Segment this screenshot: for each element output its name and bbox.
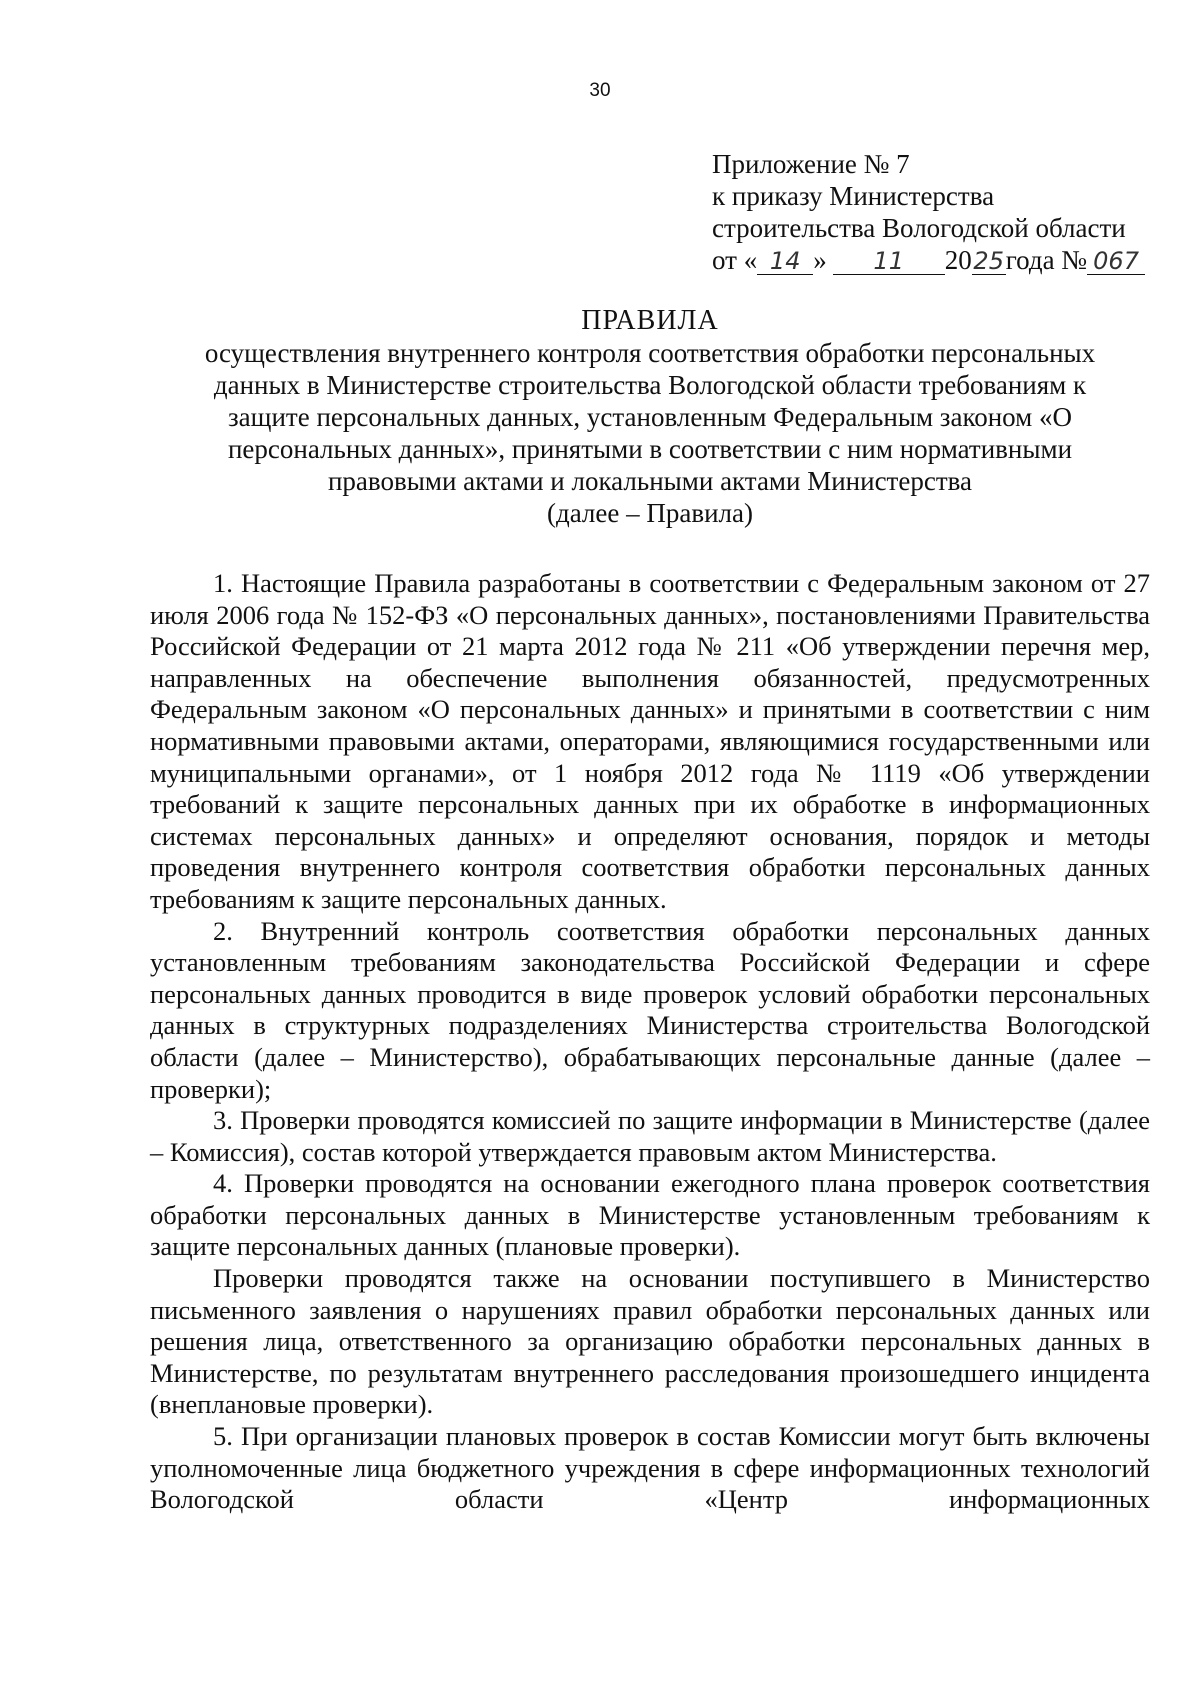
title-line: персональных данных», принятыми в соответствии с ним нормативными [227,434,1073,464]
paragraph-2: 2. Внутренний контроль соответствия обработки персональных данных установленным требованиям законодательства Российской Федерации и сфере персональных данных проводится в виде проверок условий обработки персональных данных в структурных подразделениях Министерства строительства Вологодской области (далее – Министерство), обрабатывающих персональные данные (далее – проверки); [150,915,1150,1104]
year-prefix: 20 [944,245,972,275]
title-line: правовыми актами и локальными актами Министерства [327,466,972,496]
date-prefix: от « [712,245,758,275]
appendix-date-line [712,244,1172,276]
appendix-order-ref: к приказу Министерства [712,181,995,211]
title-line: (далее – Правила) [546,498,754,528]
paragraph-1: 1. Настоящие Правила разработаны в соответствии с Федеральным законом от 27 июля 2006 года № 152-ФЗ «О персональных данных», постановлениями Правительства Российской Федерации от 21 марта 2012 года № 211 «Об утверждении перечня мер, направленных на обеспечение выполнения обязанностей, предусмотренных Федеральным законом «О персональных данных» и принятыми в соответствии с ним нормативными правовыми актами, операторами, являющимися государственными или муниципальными органами», от 1 ноября 2012 года № 1119 «Об утверждении требований к защите персональных данных при их обработке в информационных системах персональных данных» и определяют основания, порядок и методы проведения внутреннего контроля соответствия обработки персональных данных требованиям к защите персональных данных. [150,568,1150,914]
title-line: защите персональных данных, установленным Федеральным законом «О [228,402,1072,432]
handwritten-year: 25 [973,247,1004,275]
paragraph-4: 4. Проверки проводятся на основании ежегодного плана проверок соответствия обработки персональных данных в Министерстве установленным требованиям к защите персональных данных (плановые проверки). [150,1168,1150,1262]
document-body [150,568,1150,1516]
handwritten-number: 067 [1087,248,1145,275]
appendix-header [712,148,1172,276]
title-line: данных в Министерстве строительства Вологодской области требованиям к [213,370,1087,400]
number-prefix: года № [1005,245,1088,275]
title-main: ПРАВИЛА [581,305,719,336]
title-line: осуществления внутреннего контроля соответствия обработки персональных [204,338,1096,368]
appendix-title: Приложение № 7 [712,149,910,179]
page-number: 30 [589,80,611,101]
date-mid: » [813,245,827,275]
paragraph-3: 3. Проверки проводятся комиссией по защите информации в Министерстве (далее – Комиссия), состав которой утверждается правовым актом Министерства. [150,1105,1150,1167]
handwritten-month: 11 [833,248,945,275]
paragraph-5: 5. При организации плановых проверок в состав Комиссии могут быть включены уполномоченные лица бюджетного учреждения в сфере информационных технологий Вологодской области «Центр информационных [150,1421,1150,1515]
paragraph-4-continued: Проверки проводятся также на основании поступившего в Министерство письменного заявления о нарушениях правил обработки персональных данных или решения лица, ответственного за организацию обработки персональных данных в Министерстве, по результатам внутреннего расследования произошедшего инцидента (внеплановые проверки). [150,1263,1150,1420]
appendix-ministry: строительства Вологодской области [712,213,1126,243]
handwritten-day: 14 [757,248,813,275]
document-title [150,305,1150,529]
